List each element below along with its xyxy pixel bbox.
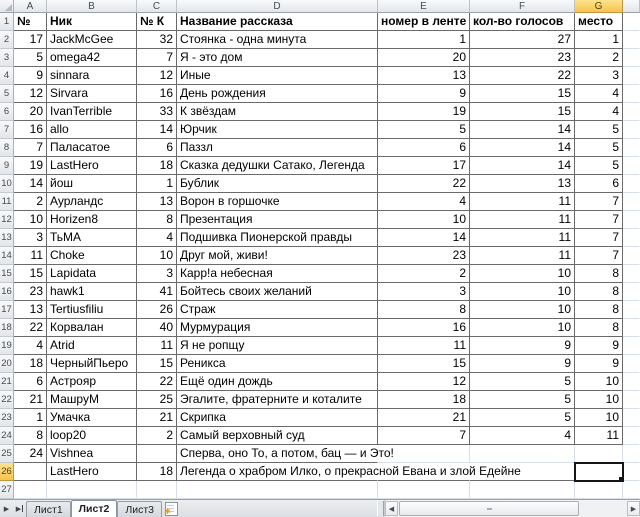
cell-F10[interactable]: 13 (470, 175, 575, 193)
cell-F11[interactable]: 11 (470, 193, 575, 211)
cell-G22[interactable]: 10 (575, 391, 623, 409)
cell-H26[interactable] (623, 463, 640, 481)
cell-F23[interactable]: 5 (470, 409, 575, 427)
cell-F20[interactable]: 9 (470, 355, 575, 373)
row-header-21[interactable]: 21 (0, 373, 14, 391)
cell-B27[interactable] (47, 481, 137, 499)
cell-D26[interactable]: Легенда о храбром Илко, о прекрасной Евана и злой Едейне (177, 463, 378, 481)
cell-C12[interactable]: 8 (137, 211, 177, 229)
cell-C23[interactable]: 21 (137, 409, 177, 427)
cell-A2[interactable]: 17 (14, 31, 47, 49)
cell-D17[interactable]: Страж (177, 301, 378, 319)
sheet-row-5 (0, 85, 640, 103)
cell-D25[interactable]: Сперва, оно То, а потом, бац — и Это! (177, 445, 378, 463)
cell-D27[interactable] (177, 481, 378, 499)
sheet-row-10 (0, 175, 640, 193)
row-header-15[interactable]: 15 (0, 265, 14, 283)
cell-F24[interactable]: 4 (470, 427, 575, 445)
cell-C11[interactable]: 13 (137, 193, 177, 211)
row-header-19[interactable]: 19 (0, 337, 14, 355)
cell-G17[interactable]: 8 (575, 301, 623, 319)
cell-C4[interactable]: 12 (137, 67, 177, 85)
row-header-5[interactable]: 5 (0, 85, 14, 103)
row-header-1[interactable]: 1 (0, 13, 14, 31)
horizontal-scrollbar[interactable] (384, 500, 640, 517)
cell-E15[interactable]: 2 (378, 265, 470, 283)
cell-B1[interactable]: Ник (47, 13, 137, 31)
cell-F2[interactable]: 27 (470, 31, 575, 49)
cell-H27[interactable] (623, 481, 640, 499)
cell-F12[interactable]: 11 (470, 211, 575, 229)
cell-A6[interactable]: 20 (14, 103, 47, 121)
cell-E8[interactable]: 6 (378, 139, 470, 157)
sheet-row-26 (0, 463, 640, 481)
cell-B3[interactable]: omega42 (47, 49, 137, 67)
tab-sheet2-label: Лист2 (78, 503, 110, 515)
cell-C27[interactable] (137, 481, 177, 499)
cell-H4[interactable] (623, 67, 640, 85)
row-header-26[interactable]: 26 (0, 463, 14, 481)
cell-B23[interactable]: Умачка (47, 409, 137, 427)
cell-H10[interactable] (623, 175, 640, 193)
cell-H2[interactable] (623, 31, 640, 49)
cell-G19[interactable]: 9 (575, 337, 623, 355)
cell-G2[interactable]: 1 (575, 31, 623, 49)
sheet-row-17 (0, 301, 640, 319)
cell-B20[interactable]: ЧерныйПьеро (47, 355, 137, 373)
sheet-row-23 (0, 409, 640, 427)
cell-B22[interactable]: МашруМ (47, 391, 137, 409)
cell-A25[interactable]: 24 (14, 445, 47, 463)
cell-A24[interactable]: 8 (14, 427, 47, 445)
cell-D12[interactable]: Презентация (177, 211, 378, 229)
scroll-left-icon[interactable]: ◀ (385, 501, 398, 516)
cell-E9[interactable]: 17 (378, 157, 470, 175)
sheet-row-13 (0, 229, 640, 247)
cell-A5[interactable]: 12 (14, 85, 47, 103)
sheet-row-16 (0, 283, 640, 301)
cell-D23[interactable]: Скрипка (177, 409, 378, 427)
cell-D8[interactable]: Паззл (177, 139, 378, 157)
cell-E4[interactable]: 13 (378, 67, 470, 85)
cell-E27[interactable] (378, 481, 470, 499)
cell-G12[interactable]: 7 (575, 211, 623, 229)
cell-B18[interactable]: Корвалан (47, 319, 137, 337)
row-header-17[interactable]: 17 (0, 301, 14, 319)
cell-G4[interactable]: 3 (575, 67, 623, 85)
column-header-partial[interactable] (623, 0, 640, 13)
cell-B7[interactable]: allo (47, 121, 137, 139)
cell-A26[interactable] (14, 463, 47, 481)
sheet-row-1 (0, 13, 640, 31)
cell-A14[interactable]: 11 (14, 247, 47, 265)
cell-A3[interactable]: 5 (14, 49, 47, 67)
cell-C25[interactable] (137, 445, 177, 463)
cell-D24[interactable]: Самый верховный суд (177, 427, 378, 445)
cell-E18[interactable]: 16 (378, 319, 470, 337)
cell-E19[interactable]: 11 (378, 337, 470, 355)
insert-worksheet-icon[interactable]: ✱ (162, 500, 182, 517)
row-header-12[interactable]: 12 (0, 211, 14, 229)
cell-A10[interactable]: 14 (14, 175, 47, 193)
cell-E20[interactable]: 15 (378, 355, 470, 373)
row-header-11[interactable]: 11 (0, 193, 14, 211)
cell-B4[interactable]: sinnara (47, 67, 137, 85)
cell-B24[interactable]: loop20 (47, 427, 137, 445)
tab-splitter-handle[interactable] (377, 501, 384, 516)
cell-C24[interactable]: 2 (137, 427, 177, 445)
cell-A16[interactable]: 23 (14, 283, 47, 301)
cell-D18[interactable]: Мурмурация (177, 319, 378, 337)
sheet-row-24 (0, 427, 640, 445)
cell-B25[interactable]: Vishnea (47, 445, 137, 463)
cell-D19[interactable]: Я не ропщу (177, 337, 378, 355)
cell-E23[interactable]: 21 (378, 409, 470, 427)
cell-E5[interactable]: 9 (378, 85, 470, 103)
row-header-4[interactable]: 4 (0, 67, 14, 85)
cell-A11[interactable]: 2 (14, 193, 47, 211)
cell-D14[interactable]: Друг мой, живи! (177, 247, 378, 265)
cell-B12[interactable]: Horizen8 (47, 211, 137, 229)
cell-D13[interactable]: Подшивка Пионерской правды (177, 229, 378, 247)
cell-C21[interactable]: 22 (137, 373, 177, 391)
cell-H3[interactable] (623, 49, 640, 67)
sheet-tab-bar (0, 499, 640, 517)
cell-A8[interactable]: 7 (14, 139, 47, 157)
cell-B16[interactable]: hawk1 (47, 283, 137, 301)
cell-H9[interactable] (623, 157, 640, 175)
cell-H13[interactable] (623, 229, 640, 247)
cell-G20[interactable]: 9 (575, 355, 623, 373)
cell-G25[interactable] (575, 445, 623, 463)
cell-F7[interactable]: 14 (470, 121, 575, 139)
cell-C3[interactable]: 7 (137, 49, 177, 67)
cell-F18[interactable]: 10 (470, 319, 575, 337)
cell-E21[interactable]: 12 (378, 373, 470, 391)
cell-E3[interactable]: 20 (378, 49, 470, 67)
cell-G8[interactable]: 5 (575, 139, 623, 157)
cell-G16[interactable]: 8 (575, 283, 623, 301)
select-all-corner[interactable] (0, 0, 14, 13)
cell-H20[interactable] (623, 355, 640, 373)
cell-E14[interactable]: 23 (378, 247, 470, 265)
cell-F15[interactable]: 10 (470, 265, 575, 283)
tabbar-spacer (182, 500, 377, 517)
column-header-E[interactable]: E (378, 0, 470, 13)
cell-H7[interactable] (623, 121, 640, 139)
cell-H18[interactable] (623, 319, 640, 337)
cell-B14[interactable]: Choke (47, 247, 137, 265)
cell-A17[interactable]: 13 (14, 301, 47, 319)
cell-G27[interactable] (575, 481, 623, 499)
cell-G9[interactable]: 5 (575, 157, 623, 175)
cell-D21[interactable]: Ещё один дождь (177, 373, 378, 391)
cell-A12[interactable]: 10 (14, 211, 47, 229)
row-header-18[interactable]: 18 (0, 319, 14, 337)
sheet-row-8 (0, 139, 640, 157)
column-header-F[interactable]: F (470, 0, 575, 13)
cell-F25[interactable] (470, 445, 575, 463)
cell-B11[interactable]: Аурландс (47, 193, 137, 211)
cell-C20[interactable]: 15 (137, 355, 177, 373)
cell-C19[interactable]: 11 (137, 337, 177, 355)
cell-A9[interactable]: 19 (14, 157, 47, 175)
row-header-9[interactable]: 9 (0, 157, 14, 175)
cell-D1[interactable]: Название рассказа (177, 13, 378, 31)
cell-B10[interactable]: йош (47, 175, 137, 193)
cell-F22[interactable]: 5 (470, 391, 575, 409)
cell-C18[interactable]: 40 (137, 319, 177, 337)
sheet-row-25 (0, 445, 640, 463)
cell-G23[interactable]: 10 (575, 409, 623, 427)
cell-E1[interactable]: номер в ленте (378, 13, 470, 31)
cell-E24[interactable]: 7 (378, 427, 470, 445)
cell-C14[interactable]: 10 (137, 247, 177, 265)
cell-C16[interactable]: 41 (137, 283, 177, 301)
sheet-row-6 (0, 103, 640, 121)
cell-C9[interactable]: 18 (137, 157, 177, 175)
cell-H16[interactable] (623, 283, 640, 301)
cell-G6[interactable]: 4 (575, 103, 623, 121)
column-header-C[interactable]: C (137, 0, 177, 13)
row-header-22[interactable]: 22 (0, 391, 14, 409)
cell-C26[interactable]: 18 (137, 463, 177, 481)
cell-H1[interactable] (623, 13, 640, 31)
row-header-2[interactable]: 2 (0, 31, 14, 49)
tab-sheet1[interactable] (26, 501, 71, 517)
row-header-7[interactable]: 7 (0, 121, 14, 139)
cell-B26[interactable]: LastHero (47, 463, 137, 481)
cell-H8[interactable] (623, 139, 640, 157)
cell-C15[interactable]: 3 (137, 265, 177, 283)
cell-F16[interactable]: 10 (470, 283, 575, 301)
cell-G21[interactable]: 10 (575, 373, 623, 391)
cell-A19[interactable]: 4 (14, 337, 47, 355)
cell-E11[interactable]: 4 (378, 193, 470, 211)
scrollbar-track[interactable] (398, 501, 627, 516)
cell-C22[interactable]: 25 (137, 391, 177, 409)
cell-G26[interactable] (575, 463, 623, 481)
sheet-row-14 (0, 247, 640, 265)
cell-A22[interactable]: 21 (14, 391, 47, 409)
cell-C7[interactable]: 14 (137, 121, 177, 139)
cell-C1[interactable]: № К (137, 13, 177, 31)
cell-G11[interactable]: 7 (575, 193, 623, 211)
cell-F17[interactable]: 10 (470, 301, 575, 319)
cell-F4[interactable]: 22 (470, 67, 575, 85)
cell-H15[interactable] (623, 265, 640, 283)
cell-G1[interactable]: место (575, 13, 623, 31)
select-all-triangle-icon (5, 4, 12, 11)
sheet-row-2 (0, 31, 640, 49)
cell-G15[interactable]: 8 (575, 265, 623, 283)
cell-F14[interactable]: 11 (470, 247, 575, 265)
cell-F5[interactable]: 15 (470, 85, 575, 103)
row-header-25[interactable]: 25 (0, 445, 14, 463)
cell-E10[interactable]: 22 (378, 175, 470, 193)
row-header-20[interactable]: 20 (0, 355, 14, 373)
cell-D22[interactable]: Эгалите, фратерните и коталите (177, 391, 378, 409)
cell-F3[interactable]: 23 (470, 49, 575, 67)
cell-B6[interactable]: IvanTerrible (47, 103, 137, 121)
cell-D2[interactable]: Стоянка - одна минута (177, 31, 378, 49)
cell-F6[interactable]: 15 (470, 103, 575, 121)
row-header-14[interactable]: 14 (0, 247, 14, 265)
cell-D6[interactable]: К звёздам (177, 103, 378, 121)
sheet-row-22 (0, 391, 640, 409)
row-header-23[interactable]: 23 (0, 409, 14, 427)
row-header-16[interactable]: 16 (0, 283, 14, 301)
cell-B5[interactable]: Sirvara (47, 85, 137, 103)
sheet-row-27 (0, 481, 640, 499)
cell-G3[interactable]: 2 (575, 49, 623, 67)
cell-F27[interactable] (470, 481, 575, 499)
sheet-row-7 (0, 121, 640, 139)
cell-F8[interactable]: 14 (470, 139, 575, 157)
sheet-row-19 (0, 337, 640, 355)
cell-C17[interactable]: 26 (137, 301, 177, 319)
cell-E7[interactable]: 5 (378, 121, 470, 139)
next-sheet-icon[interactable]: ▶ (3, 505, 10, 513)
cell-H25[interactable] (623, 445, 640, 463)
cell-A21[interactable]: 6 (14, 373, 47, 391)
tab-sheet3[interactable] (117, 501, 162, 517)
cell-C2[interactable]: 32 (137, 31, 177, 49)
cell-A23[interactable]: 1 (14, 409, 47, 427)
cell-B19[interactable]: Atrid (47, 337, 137, 355)
cell-C6[interactable]: 33 (137, 103, 177, 121)
cell-B2[interactable]: JackMcGee (47, 31, 137, 49)
sheet-row-20 (0, 355, 640, 373)
column-header-B[interactable]: B (47, 0, 137, 13)
cell-D3[interactable]: Я - это дом (177, 49, 378, 67)
sheet-row-3 (0, 49, 640, 67)
cell-D9[interactable]: Сказка дедушки Сатако, Легенда (177, 157, 378, 175)
cell-B9[interactable]: LastHero (47, 157, 137, 175)
cell-A7[interactable]: 16 (14, 121, 47, 139)
row-header-6[interactable]: 6 (0, 103, 14, 121)
cell-F1[interactable]: кол-во голосов (470, 13, 575, 31)
cell-F9[interactable]: 14 (470, 157, 575, 175)
sheet-row-12 (0, 211, 640, 229)
cell-H21[interactable] (623, 373, 640, 391)
cell-D20[interactable]: Реникса (177, 355, 378, 373)
cell-D5[interactable]: День рождения (177, 85, 378, 103)
row-header-8[interactable]: 8 (0, 139, 14, 157)
sheet-row-18 (0, 319, 640, 337)
column-header-D[interactable]: D (177, 0, 378, 13)
sheet-row-15 (0, 265, 640, 283)
cell-E16[interactable]: 3 (378, 283, 470, 301)
cell-G5[interactable]: 4 (575, 85, 623, 103)
cell-D16[interactable]: Бойтесь своих желаний (177, 283, 378, 301)
column-header-G[interactable]: G (575, 0, 623, 13)
scroll-right-icon[interactable]: ▶ (627, 501, 640, 516)
row-header-10[interactable]: 10 (0, 175, 14, 193)
row-header-3[interactable]: 3 (0, 49, 14, 67)
cell-D10[interactable]: Бублик (177, 175, 378, 193)
cell-B8[interactable]: Паласатое (47, 139, 137, 157)
cell-D11[interactable]: Ворон в горшочке (177, 193, 378, 211)
cell-G18[interactable]: 8 (575, 319, 623, 337)
last-sheet-icon[interactable]: ▶ (15, 505, 22, 513)
cell-G13[interactable]: 7 (575, 229, 623, 247)
cell-H17[interactable] (623, 301, 640, 319)
cell-A20[interactable]: 18 (14, 355, 47, 373)
cell-G10[interactable]: 6 (575, 175, 623, 193)
cell-H5[interactable] (623, 85, 640, 103)
cell-B21[interactable]: Астрояр (47, 373, 137, 391)
cell-H24[interactable] (623, 427, 640, 445)
row-header-27[interactable]: 27 (0, 481, 14, 499)
cell-E6[interactable]: 19 (378, 103, 470, 121)
cell-B15[interactable]: Lapidata (47, 265, 137, 283)
cell-H23[interactable] (623, 409, 640, 427)
cell-F19[interactable]: 9 (470, 337, 575, 355)
cell-F13[interactable]: 11 (470, 229, 575, 247)
row-header-13[interactable]: 13 (0, 229, 14, 247)
cell-C13[interactable]: 4 (137, 229, 177, 247)
cell-F21[interactable]: 5 (470, 373, 575, 391)
tab-sheet1-label: Лист1 (34, 503, 63, 516)
cell-H19[interactable] (623, 337, 640, 355)
cell-G14[interactable]: 7 (575, 247, 623, 265)
cell-B13[interactable]: ТьМА (47, 229, 137, 247)
cell-A1[interactable]: № (14, 13, 47, 31)
tab-sheet2-active[interactable] (71, 500, 118, 517)
cell-C10[interactable]: 1 (137, 175, 177, 193)
cell-A18[interactable]: 22 (14, 319, 47, 337)
cell-D15[interactable]: Карр!а небесная (177, 265, 378, 283)
sheet-row-4 (0, 67, 640, 85)
sheet-row-21 (0, 373, 640, 391)
cell-H6[interactable] (623, 103, 640, 121)
cell-B17[interactable]: Tertiusfiliu (47, 301, 137, 319)
tab-sheet3-label: Лист3 (125, 503, 154, 516)
sheet-row-9 (0, 157, 640, 175)
cell-A4[interactable]: 9 (14, 67, 47, 85)
cell-H22[interactable] (623, 391, 640, 409)
cell-G7[interactable]: 5 (575, 121, 623, 139)
cell-A13[interactable]: 3 (14, 229, 47, 247)
cell-H12[interactable] (623, 211, 640, 229)
cell-E22[interactable]: 18 (378, 391, 470, 409)
cell-C5[interactable]: 16 (137, 85, 177, 103)
column-header-A[interactable]: A (14, 0, 47, 13)
cell-E13[interactable]: 14 (378, 229, 470, 247)
cell-D7[interactable]: Юрчик (177, 121, 378, 139)
scrollbar-thumb[interactable] (399, 501, 579, 516)
cell-H14[interactable] (623, 247, 640, 265)
cell-E2[interactable]: 1 (378, 31, 470, 49)
cell-G24[interactable]: 11 (575, 427, 623, 445)
cell-A27[interactable] (14, 481, 47, 499)
cell-E17[interactable]: 8 (378, 301, 470, 319)
cell-C8[interactable]: 6 (137, 139, 177, 157)
cell-D4[interactable]: Иные (177, 67, 378, 85)
row-header-24[interactable]: 24 (0, 427, 14, 445)
cell-A15[interactable]: 15 (14, 265, 47, 283)
cell-E12[interactable]: 10 (378, 211, 470, 229)
sheet-row-11 (0, 193, 640, 211)
cell-H11[interactable] (623, 193, 640, 211)
